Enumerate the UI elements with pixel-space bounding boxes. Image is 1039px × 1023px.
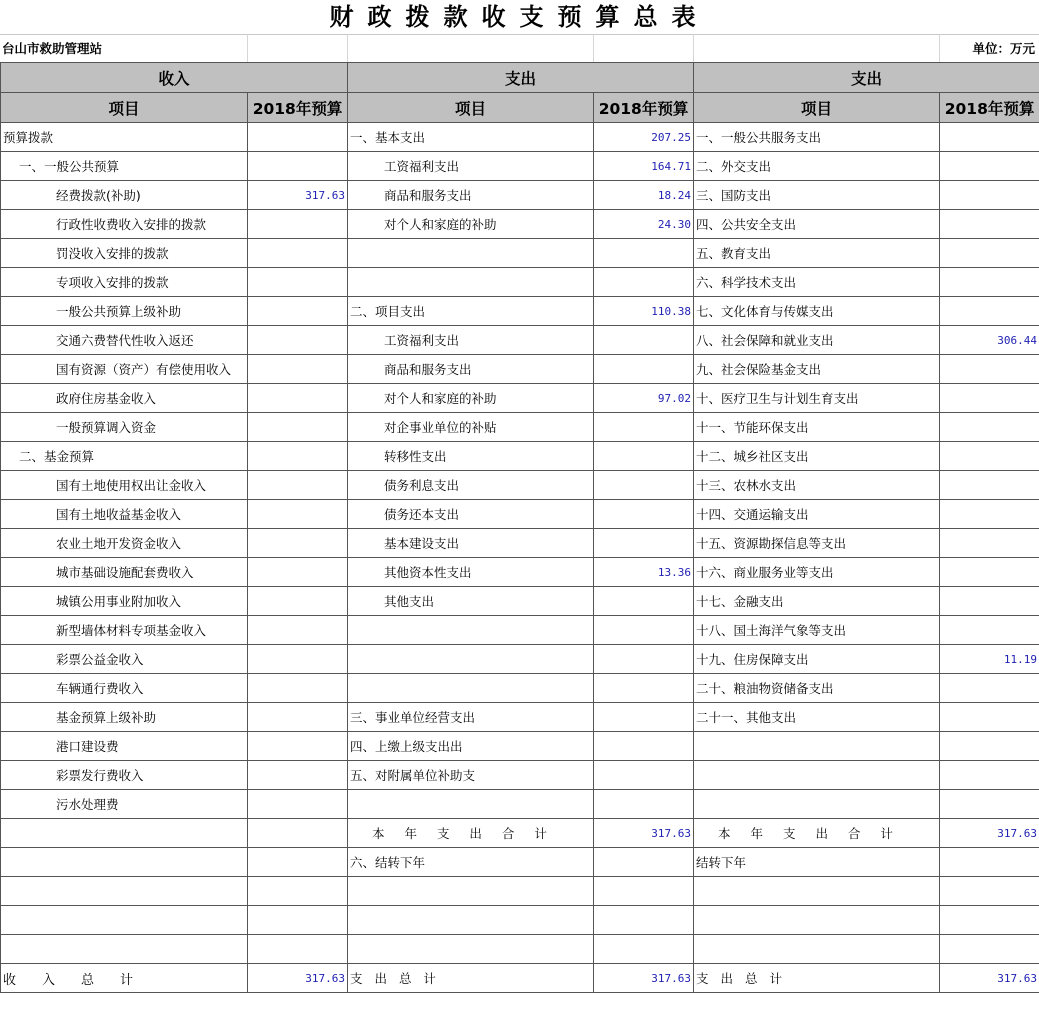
income-item: 行政性收费收入安排的拨款: [1, 210, 248, 239]
expense-category-item: 本 年 支 出 合 计: [694, 819, 940, 848]
expense-budget-value: [594, 500, 694, 529]
expense-category-value: [940, 935, 1039, 964]
expense-category-item: [694, 935, 940, 964]
budget-table: [0, 62, 1039, 993]
income-budget-value: [248, 529, 348, 558]
expense-budget-value: [594, 268, 694, 297]
income-item: [1, 935, 248, 964]
expense-budget-value: 97.02: [594, 384, 694, 413]
expense-budget-value: [594, 587, 694, 616]
col-header-item: 项目: [694, 93, 940, 123]
expense-category-item: 十八、国土海洋气象等支出: [694, 616, 940, 645]
table-row: [1, 384, 1039, 413]
expense-category-item: 十一、节能环保支出: [694, 413, 940, 442]
section-header-row: [1, 63, 1039, 93]
expense-category-value: [940, 674, 1039, 703]
col-header-budget: 2018年预算: [594, 93, 694, 123]
org-name: 台山市救助管理站: [0, 34, 247, 62]
expense-budget-value: [594, 645, 694, 674]
expense-budget-value: 18.24: [594, 181, 694, 210]
expense-total-label: 支 出 总 计: [348, 964, 594, 993]
expense-category-value: [940, 790, 1039, 819]
expense-category-item: 十六、商业服务业等支出: [694, 558, 940, 587]
income-budget-value: 317.63: [248, 181, 348, 210]
expense-category-item: 二、外交支出: [694, 152, 940, 181]
income-budget-value: [248, 790, 348, 819]
expense-category-value: [940, 558, 1039, 587]
expense-budget-value: [594, 239, 694, 268]
income-item: 专项收入安排的拨款: [1, 268, 248, 297]
table-row: [1, 935, 1039, 964]
income-budget-value: [248, 935, 348, 964]
income-item: 农业土地开发资金收入: [1, 529, 248, 558]
table-row: [1, 848, 1039, 877]
expense-category-value: [940, 529, 1039, 558]
expense-item: [348, 645, 594, 674]
expense-budget-value: [594, 355, 694, 384]
income-item: 罚没收入安排的拨款: [1, 239, 248, 268]
expense-category-item: 十七、金融支出: [694, 587, 940, 616]
expense-budget-value: [594, 471, 694, 500]
expense-item: 三、事业单位经营支出: [348, 703, 594, 732]
income-item: 一般公共预算上级补助: [1, 297, 248, 326]
expense-item: 基本建设支出: [348, 529, 594, 558]
income-total-label: 收 入 总 计: [1, 964, 248, 993]
expense-item: 其他资本性支出: [348, 558, 594, 587]
expense-total-value: 317.63: [594, 964, 694, 993]
expense-category-value: [940, 268, 1039, 297]
expense-budget-value: [594, 413, 694, 442]
expense-item: [348, 790, 594, 819]
income-item: 国有土地使用权出让金收入: [1, 471, 248, 500]
expense-budget-value: [594, 674, 694, 703]
income-budget-value: [248, 442, 348, 471]
expense-category-item: 七、文化体育与传媒支出: [694, 297, 940, 326]
income-budget-value: [248, 848, 348, 877]
income-item: 一、一般公共预算: [1, 152, 248, 181]
expense-item: [348, 877, 594, 906]
income-item: 交通六费替代性收入返还: [1, 326, 248, 355]
expense-category-value: [940, 384, 1039, 413]
expense-budget-value: 164.71: [594, 152, 694, 181]
income-item: [1, 877, 248, 906]
income-budget-value: [248, 616, 348, 645]
table-row: [1, 500, 1039, 529]
expense-budget-value: 207.25: [594, 123, 694, 152]
table-row: [1, 471, 1039, 500]
table-row: [1, 558, 1039, 587]
expense-category-value: [940, 297, 1039, 326]
expense-item: 四、上缴上级支出出: [348, 732, 594, 761]
expense-item: 六、结转下年: [348, 848, 594, 877]
income-budget-value: [248, 587, 348, 616]
expense-category-value: 11.19: [940, 645, 1039, 674]
expense-category-item: 九、社会保险基金支出: [694, 355, 940, 384]
expense-category-item: 四、公共安全支出: [694, 210, 940, 239]
expense-category-value: [940, 152, 1039, 181]
expense-budget-value: 24.30: [594, 210, 694, 239]
expense-category-value: 317.63: [940, 819, 1039, 848]
section-expense-header-2: 支出: [694, 63, 1039, 93]
income-item: 城市基础设施配套费收入: [1, 558, 248, 587]
table-row: [1, 210, 1039, 239]
expense-budget-value: [594, 848, 694, 877]
expense-category-value: [940, 123, 1039, 152]
table-row: [1, 529, 1039, 558]
col-header-item: 项目: [1, 93, 248, 123]
income-item: 经费拨款(补助): [1, 181, 248, 210]
expense-item: [348, 906, 594, 935]
table-row: [1, 297, 1039, 326]
income-budget-value: [248, 210, 348, 239]
table-row: [1, 732, 1039, 761]
income-budget-value: [248, 500, 348, 529]
income-item: 彩票发行费收入: [1, 761, 248, 790]
expense-budget-value: [594, 790, 694, 819]
expense-budget-value: [594, 529, 694, 558]
info-row-table: [0, 34, 1039, 63]
expense-category-value: [940, 848, 1039, 877]
expense-category-value: [940, 703, 1039, 732]
expense-budget-value: [594, 616, 694, 645]
expense-category-item: [694, 906, 940, 935]
expense-item: 商品和服务支出: [348, 355, 594, 384]
income-item: [1, 848, 248, 877]
table-body: [1, 123, 1039, 964]
income-item: 车辆通行费收入: [1, 674, 248, 703]
expense-category-value: [940, 471, 1039, 500]
income-item: [1, 819, 248, 848]
expense-item: 对个人和家庭的补助: [348, 384, 594, 413]
expense-budget-value: 110.38: [594, 297, 694, 326]
income-item: 预算拨款: [1, 123, 248, 152]
table-row: [1, 587, 1039, 616]
income-item: 一般预算调入资金: [1, 413, 248, 442]
expense-category-item: 十三、农林水支出: [694, 471, 940, 500]
expense-category-value: [940, 587, 1039, 616]
income-budget-value: [248, 471, 348, 500]
totals-row: [1, 964, 1039, 993]
section-expense-header: 支出: [348, 63, 694, 93]
income-item: 城镇公用事业附加收入: [1, 587, 248, 616]
income-budget-value: [248, 761, 348, 790]
expense-category-item: 八、社会保障和就业支出: [694, 326, 940, 355]
expense-category-item: [694, 732, 940, 761]
expense-category-item: 十四、交通运输支出: [694, 500, 940, 529]
expense-budget-value: [594, 877, 694, 906]
expense-item: 其他支出: [348, 587, 594, 616]
income-budget-value: [248, 732, 348, 761]
expense-category-item: 十九、住房保障支出: [694, 645, 940, 674]
income-budget-value: [248, 906, 348, 935]
expense-budget-value: [594, 703, 694, 732]
sheet-title: 财政拨款收支预算总表: [0, 0, 1039, 35]
expense-category-item: 十二、城乡社区支出: [694, 442, 940, 471]
expense-category-value: [940, 616, 1039, 645]
expense-category-item: 三、国防支出: [694, 181, 940, 210]
income-budget-value: [248, 326, 348, 355]
expense-category-item: 一、一般公共服务支出: [694, 123, 940, 152]
expense-item: 对企事业单位的补贴: [348, 413, 594, 442]
expense-item: 一、基本支出: [348, 123, 594, 152]
expense-category-value: [940, 210, 1039, 239]
income-item: 彩票公益金收入: [1, 645, 248, 674]
expense-category-value: [940, 442, 1039, 471]
income-budget-value: [248, 819, 348, 848]
expense-category-value: [940, 413, 1039, 442]
expense-item: 对个人和家庭的补助: [348, 210, 594, 239]
expense-item: 五、对附属单位补助支: [348, 761, 594, 790]
expense-category-item: 二十一、其他支出: [694, 703, 940, 732]
expense-total-label-2: 支 出 总 计: [694, 964, 940, 993]
expense-budget-value: [594, 442, 694, 471]
income-budget-value: [248, 152, 348, 181]
income-budget-value: [248, 384, 348, 413]
expense-category-value: [940, 877, 1039, 906]
table-row: [1, 703, 1039, 732]
expense-item: 债务利息支出: [348, 471, 594, 500]
expense-budget-value: 13.36: [594, 558, 694, 587]
income-item: 污水处理费: [1, 790, 248, 819]
table-row: [1, 790, 1039, 819]
section-income-header: 收入: [1, 63, 348, 93]
table-row: [1, 442, 1039, 471]
expense-budget-value: [594, 761, 694, 790]
expense-category-item: 十五、资源勘探信息等支出: [694, 529, 940, 558]
expense-category-item: [694, 877, 940, 906]
income-budget-value: [248, 268, 348, 297]
expense-item: 商品和服务支出: [348, 181, 594, 210]
expense-budget-value: [594, 326, 694, 355]
expense-category-item: [694, 790, 940, 819]
income-item: 二、基金预算: [1, 442, 248, 471]
table-row: [1, 761, 1039, 790]
table-row: [1, 239, 1039, 268]
income-item: 港口建设费: [1, 732, 248, 761]
expense-category-value: [940, 906, 1039, 935]
income-item: 政府住房基金收入: [1, 384, 248, 413]
table-row: [1, 326, 1039, 355]
income-item: 国有资源（资产）有偿使用收入: [1, 355, 248, 384]
income-item: 基金预算上级补助: [1, 703, 248, 732]
table-row: [1, 616, 1039, 645]
income-budget-value: [248, 297, 348, 326]
expense-total-value-2: 317.63: [940, 964, 1039, 993]
expense-item: [348, 239, 594, 268]
table-row: [1, 123, 1039, 152]
income-item: 新型墙体材料专项基金收入: [1, 616, 248, 645]
income-budget-value: [248, 877, 348, 906]
expense-item: 转移性支出: [348, 442, 594, 471]
expense-category-value: [940, 761, 1039, 790]
expense-category-item: [694, 761, 940, 790]
table-row: [1, 268, 1039, 297]
expense-budget-value: [594, 935, 694, 964]
table-row: [1, 181, 1039, 210]
table-row: [1, 152, 1039, 181]
income-budget-value: [248, 413, 348, 442]
income-budget-value: [248, 558, 348, 587]
table-row: [1, 877, 1039, 906]
expense-item: 本 年 支 出 合 计: [348, 819, 594, 848]
table-row: [1, 819, 1039, 848]
expense-category-value: [940, 500, 1039, 529]
expense-item: 债务还本支出: [348, 500, 594, 529]
col-header-budget: 2018年预算: [248, 93, 348, 123]
expense-category-value: [940, 355, 1039, 384]
expense-category-item: 五、教育支出: [694, 239, 940, 268]
col-header-budget: 2018年预算: [940, 93, 1039, 123]
table-row: [1, 413, 1039, 442]
table-row: [1, 645, 1039, 674]
table-row: [1, 906, 1039, 935]
income-budget-value: [248, 645, 348, 674]
income-budget-value: [248, 674, 348, 703]
column-header-row: [1, 93, 1039, 123]
income-budget-value: [248, 123, 348, 152]
expense-category-item: 结转下年: [694, 848, 940, 877]
expense-category-value: [940, 239, 1039, 268]
income-item: 国有土地收益基金收入: [1, 500, 248, 529]
table-row: [1, 674, 1039, 703]
expense-budget-value: 317.63: [594, 819, 694, 848]
expense-category-value: 306.44: [940, 326, 1039, 355]
expense-item: [348, 935, 594, 964]
income-budget-value: [248, 239, 348, 268]
expense-item: [348, 268, 594, 297]
expense-item: 工资福利支出: [348, 326, 594, 355]
expense-category-value: [940, 181, 1039, 210]
table-row: [1, 355, 1039, 384]
expense-item: 二、项目支出: [348, 297, 594, 326]
income-budget-value: [248, 703, 348, 732]
expense-item: [348, 616, 594, 645]
expense-category-item: 六、科学技术支出: [694, 268, 940, 297]
income-budget-value: [248, 355, 348, 384]
expense-budget-value: [594, 906, 694, 935]
unit-label: 单位：万元: [939, 34, 1039, 62]
expense-budget-value: [594, 732, 694, 761]
expense-category-item: 二十、粮油物资储备支出: [694, 674, 940, 703]
expense-item: [348, 674, 594, 703]
expense-category-value: [940, 732, 1039, 761]
expense-category-item: 十、医疗卫生与计划生育支出: [694, 384, 940, 413]
col-header-item: 项目: [348, 93, 594, 123]
income-total-value: 317.63: [248, 964, 348, 993]
income-item: [1, 906, 248, 935]
expense-item: 工资福利支出: [348, 152, 594, 181]
